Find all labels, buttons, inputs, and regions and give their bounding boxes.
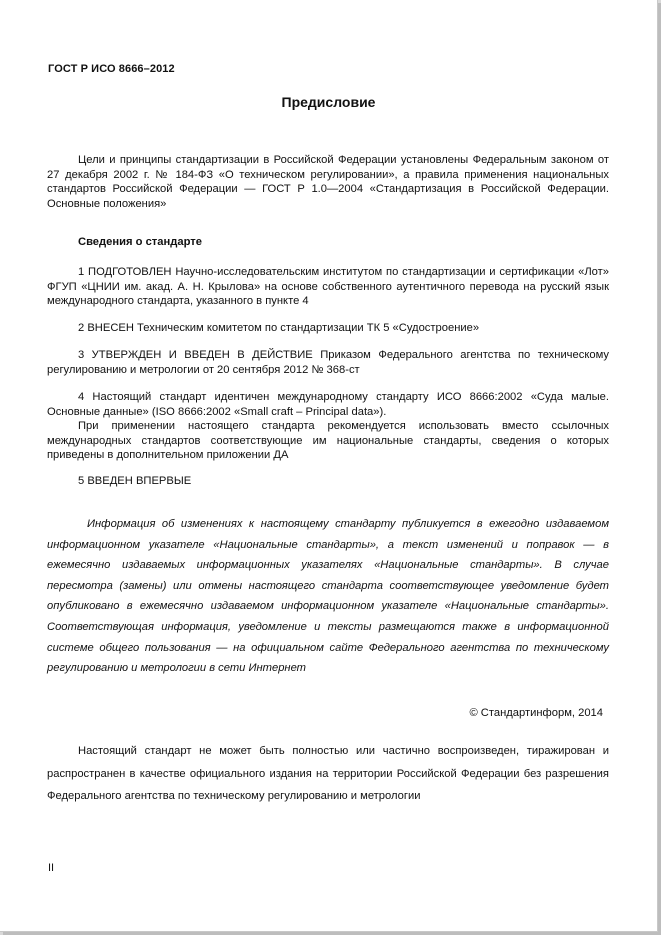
item-3-paragraph: 3 УТВЕРЖДЕН И ВВЕДЕН В ДЕЙСТВИЕ Приказом Федерального агентства по техническому регулированию и метрологии от 20 сентября 2012 № 368-ст bbox=[47, 349, 609, 376]
item-4-block bbox=[47, 390, 609, 463]
reproduction-notice-paragraph: Настоящий стандарт не может быть полностью или частично воспроизведен, тиражирован и распространен в качестве официального издания на территории Российской Федерации без разрешения Федерального агентства по техническому регулированию и метрологии bbox=[47, 745, 609, 802]
item-4-paragraph: 4 Настоящий стандарт идентичен международному стандарту ИСО 8666:2002 «Суда малые. Основные данные» (ISO 8666:2002 «Small craft – Principal data»). bbox=[47, 391, 609, 418]
intro-block bbox=[47, 153, 609, 211]
amendments-info-paragraph: Информация об изменениях к настоящему стандарту публикуется в ежегодно издаваемом информационном указателе «Национальные стандарты», а текст изменений и поправок — в ежемесячно издаваемых информационных указателях «Национальные стандарты». В случае пересмотра (замены) или отмены настоящего стандарта соответствующее уведомление будет опубликовано в ежемесячно издаваемом информационном указателе «Национальные стандарты». Соответствующая информация, уведомление и тексты размещаются также в информационной системе общего пользования — на официальном сайте Федерального агентства по техническому регулированию и метрологии в сети Интернет bbox=[47, 518, 609, 675]
item-5-block bbox=[47, 474, 609, 489]
page-title: Предисловие bbox=[281, 94, 376, 110]
item-2-block bbox=[47, 321, 609, 336]
intro-paragraph: Цели и принципы стандартизации в Российской Федерации установлены Федеральным законом от 27 декабря 2002 г. № 184-ФЗ «О техническом регулировании», а правила применения национальных стандартов Российской Федерации — ГОСТ Р 1.0—2004 «Стандартизация в Российской Федерации. Основные положения» bbox=[47, 154, 609, 210]
item-1-paragraph: 1 ПОДГОТОВЛЕН Научно-исследовательским институтом по стандартизации и сертификации «Лот» ФГУП «ЦНИИ им. акад. А. Н. Крылова» на основе собственного аутентичного перевода на русский язык международного стандарта, указанного в пункте 4 bbox=[47, 266, 609, 308]
info-heading: Сведения о стандарте bbox=[78, 236, 202, 248]
item-4-note-paragraph: При применении настоящего стандарта рекомендуется использовать вместо ссылочных международных стандартов соответствующие им национальные стандарты, сведения о которых приведены в дополнительном приложении ДА bbox=[47, 420, 609, 462]
copyright-line: © Стандартинформ, 2014 bbox=[469, 707, 603, 719]
item-2-paragraph: 2 ВНЕСЕН Техническим комитетом по стандартизации ТК 5 «Судостроение» bbox=[78, 322, 480, 334]
item-3-block bbox=[47, 348, 609, 377]
page-number: II bbox=[48, 862, 55, 874]
item-1-block bbox=[47, 265, 609, 309]
document-header: ГОСТ Р ИСО 8666–2012 bbox=[48, 63, 175, 75]
item-5-paragraph: 5 ВВЕДЕН ВПЕРВЫЕ bbox=[78, 475, 192, 487]
